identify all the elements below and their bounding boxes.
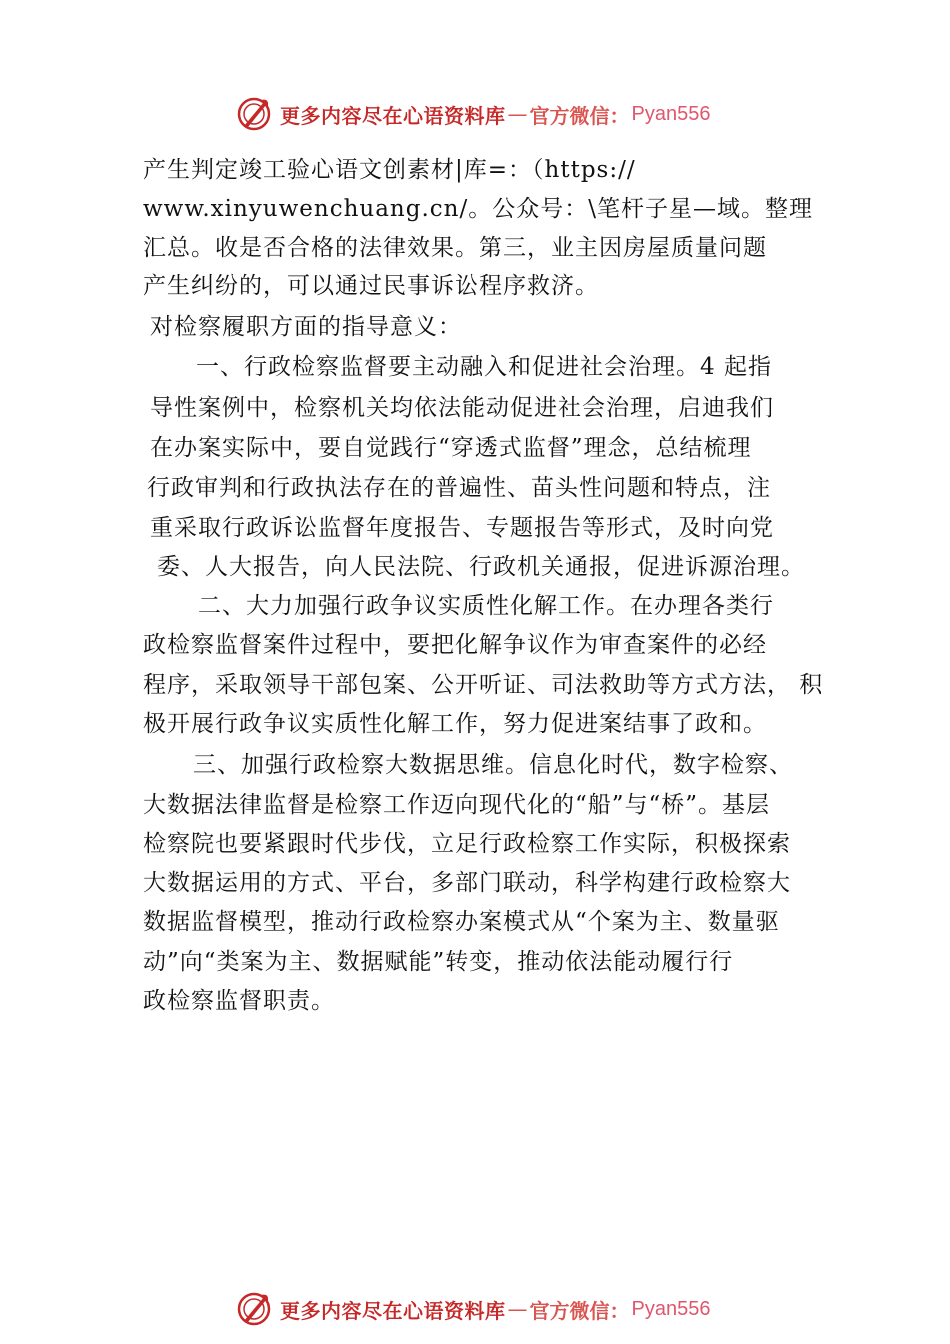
text-line: 数据监督模型，推动行政检察办案模式从“个案为主、数量驱 <box>143 909 780 935</box>
text-line: 二、大力加强行政争议实质性化解工作。在办理各类行 <box>198 593 774 619</box>
banner-wechat-label: 官方微信： <box>529 103 630 128</box>
banner-wechat-label: 官方微信： <box>529 1298 630 1323</box>
text-line: 政检察监督案件过程中，要把化解争议作为审查案件的必经 <box>143 632 767 658</box>
text-line: 程序，采取领导干部包案、公开听证、司法救助等方式方法， 积 <box>143 672 824 698</box>
banner-title: 更多内容尽在心语资料库 <box>280 1298 506 1323</box>
text-line: 检察院也要紧跟时代步伐，立足行政检察工作实际，积极探索 <box>143 831 791 857</box>
text-line: 大数据法律监督是检察工作迈向现代化的“船”与“桥”。基层 <box>143 792 771 818</box>
text-line: 动”向“类案为主、数据赋能”转变，推动依法能动履行行 <box>143 949 734 975</box>
banner-wechat-id: Pyan556 <box>631 102 711 125</box>
text-line: 产生判定竣工验心语文创素材|库=：（https:// <box>143 157 636 183</box>
quill-seal-logo-icon <box>236 1291 272 1327</box>
banner-title: 更多内容尽在心语资料库 <box>280 103 506 128</box>
banner-separator: — <box>507 1297 528 1321</box>
section-heading: 对检察履职方面的指导意义： <box>150 314 462 340</box>
text-line: 委、人大报告，向人民法院、行政机关通报，促进诉源治理。 <box>157 554 805 580</box>
text-line: 极开展行政争议实质性化解工作，努力促进案结事了政和。 <box>143 711 767 737</box>
banner-wechat-id: Pyan556 <box>631 1297 711 1320</box>
banner-separator: — <box>507 102 528 126</box>
quill-seal-logo-icon <box>236 96 272 132</box>
text-line: 三、加强行政检察大数据思维。信息化时代，数字检察、 <box>193 752 793 778</box>
text-line: 大数据运用的方式、平台，多部门联动，科学构建行政检察大 <box>143 870 791 896</box>
text-line: 汇总。收是否合格的法律效果。第三，业主因房屋质量问题 <box>143 235 767 261</box>
text-line: 产生纠纷的，可以通过民事诉讼程序救济。 <box>143 273 599 299</box>
text-line: 重采取行政诉讼监督年度报告、专题报告等形式，及时向党 <box>150 515 774 541</box>
text-line: 政检察监督职责。 <box>143 988 335 1014</box>
text-line: 行政审判和行政执法存在的普遍性、苗头性问题和特点，注 <box>147 475 771 501</box>
footer-banner <box>236 1289 710 1329</box>
text-line: www.xinyuwenchuang.cn/。公众号：\笔杆子星—域。整理 <box>143 196 813 222</box>
text-line: 导性案例中，检察机关均依法能动促进社会治理，启迪我们 <box>150 395 774 421</box>
text-line: 一、行政检察监督要主动融入和促进社会治理。4 起指 <box>196 354 772 380</box>
header-banner <box>236 94 710 134</box>
text-line: 在办案实际中，要自觉践行“穿透式监督”理念，总结梳理 <box>150 435 752 461</box>
